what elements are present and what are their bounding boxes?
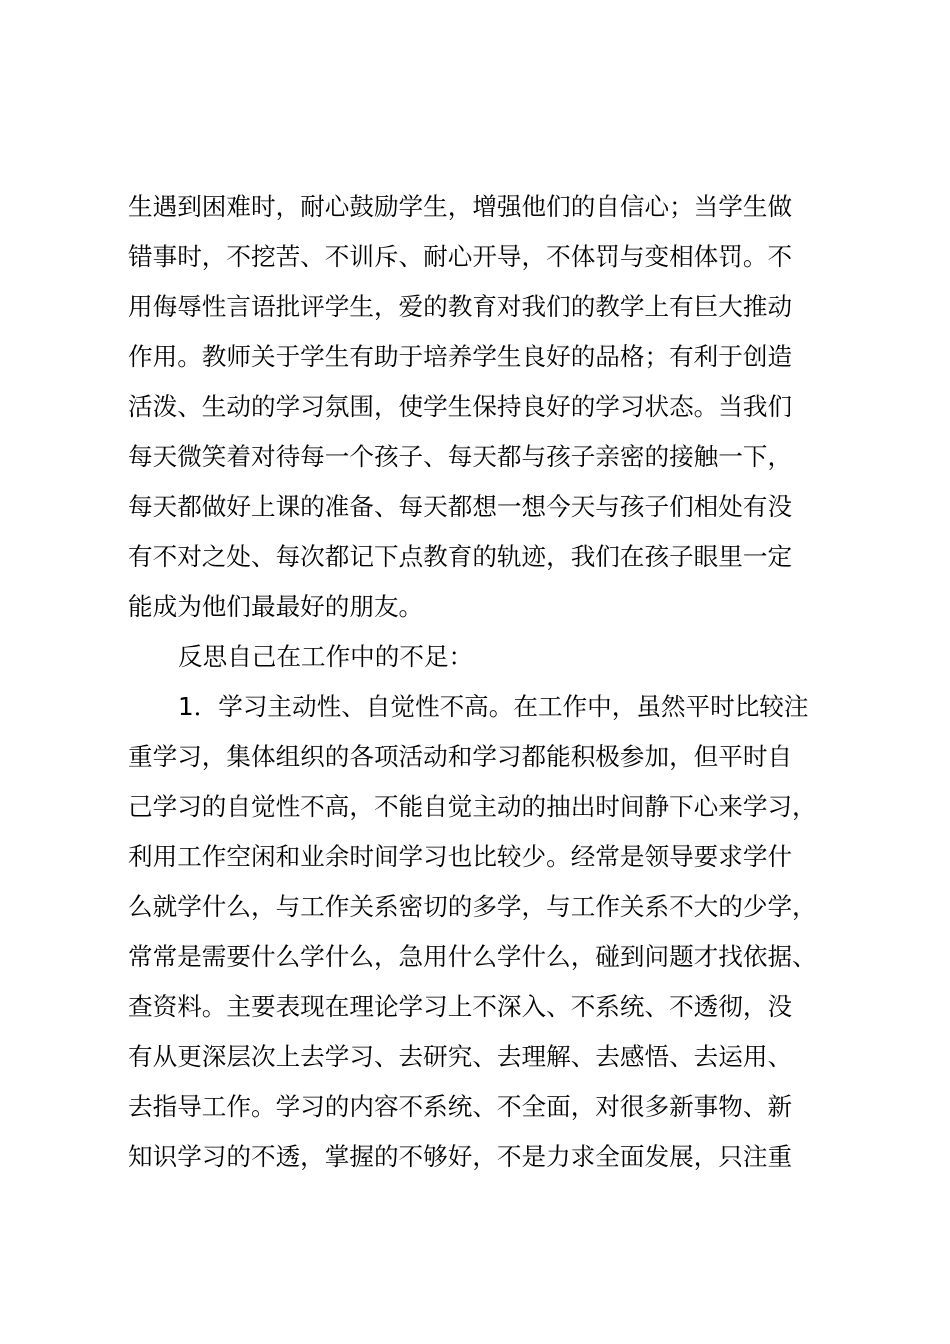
text-line: 有从更深层次上去学习、去研究、去理解、去感悟、去运用、 [128, 1042, 793, 1071]
text-line: 查资料。主要表现在理论学习上不深入、不系统、不透彻，没 [128, 992, 793, 1021]
text-line: 用侮辱性言语批评学生，爱的教育对我们的教学上有巨大推动 [128, 292, 793, 321]
text-line: 错事时，不挖苦、不训斥、耐心开导，不体罚与变相体罚。不 [128, 242, 793, 271]
text-line: 生遇到困难时，耐心鼓励学生，增强他们的自信心；当学生做 [128, 192, 793, 221]
text-line: 么就学什么，与工作关系密切的多学，与工作关系不大的少学， [128, 892, 817, 921]
text-line: 利用工作空闲和业余时间学习也比较少。经常是领导要求学什 [128, 842, 793, 871]
text-line: 每天微笑着对待每一个孩子、每天都与孩子亲密的接触一下， [128, 442, 793, 471]
text-line: 去指导工作。学习的内容不系统、不全面，对很多新事物、新 [128, 1092, 793, 1121]
text-line: 常常是需要什么学什么，急用什么学什么，碰到问题才找依据、 [128, 942, 817, 971]
text-line: 活泼、生动的学习氛围，使学生保持良好的学习状态。当我们 [128, 392, 793, 421]
text-line: 己学习的自觉性不高，不能自觉主动的抽出时间静下心来学习， [128, 792, 817, 821]
text-line: 每天都做好上课的准备、每天都想一想今天与孩子们相处有没 [128, 492, 793, 521]
list-item-1-start: 1．学习主动性、自觉性不高。在工作中，虽然平时比较注 [178, 692, 809, 721]
text-line: 知识学习的不透，掌握的不够好，不是力求全面发展，只注重 [128, 1142, 793, 1171]
text-line: 能成为他们最最好的朋友。 [128, 592, 424, 621]
text-line: 重学习，集体组织的各项活动和学习都能积极参加，但平时自 [128, 742, 793, 771]
body-text [128, 182, 848, 1182]
text-line: 有不对之处、每次都记下点教育的轨迹，我们在孩子眼里一定 [128, 542, 793, 571]
text-line: 作用。教师关于学生有助于培养学生良好的品格；有利于创造 [128, 342, 793, 371]
section-heading: 反思自己在工作中的不足： [178, 642, 474, 671]
